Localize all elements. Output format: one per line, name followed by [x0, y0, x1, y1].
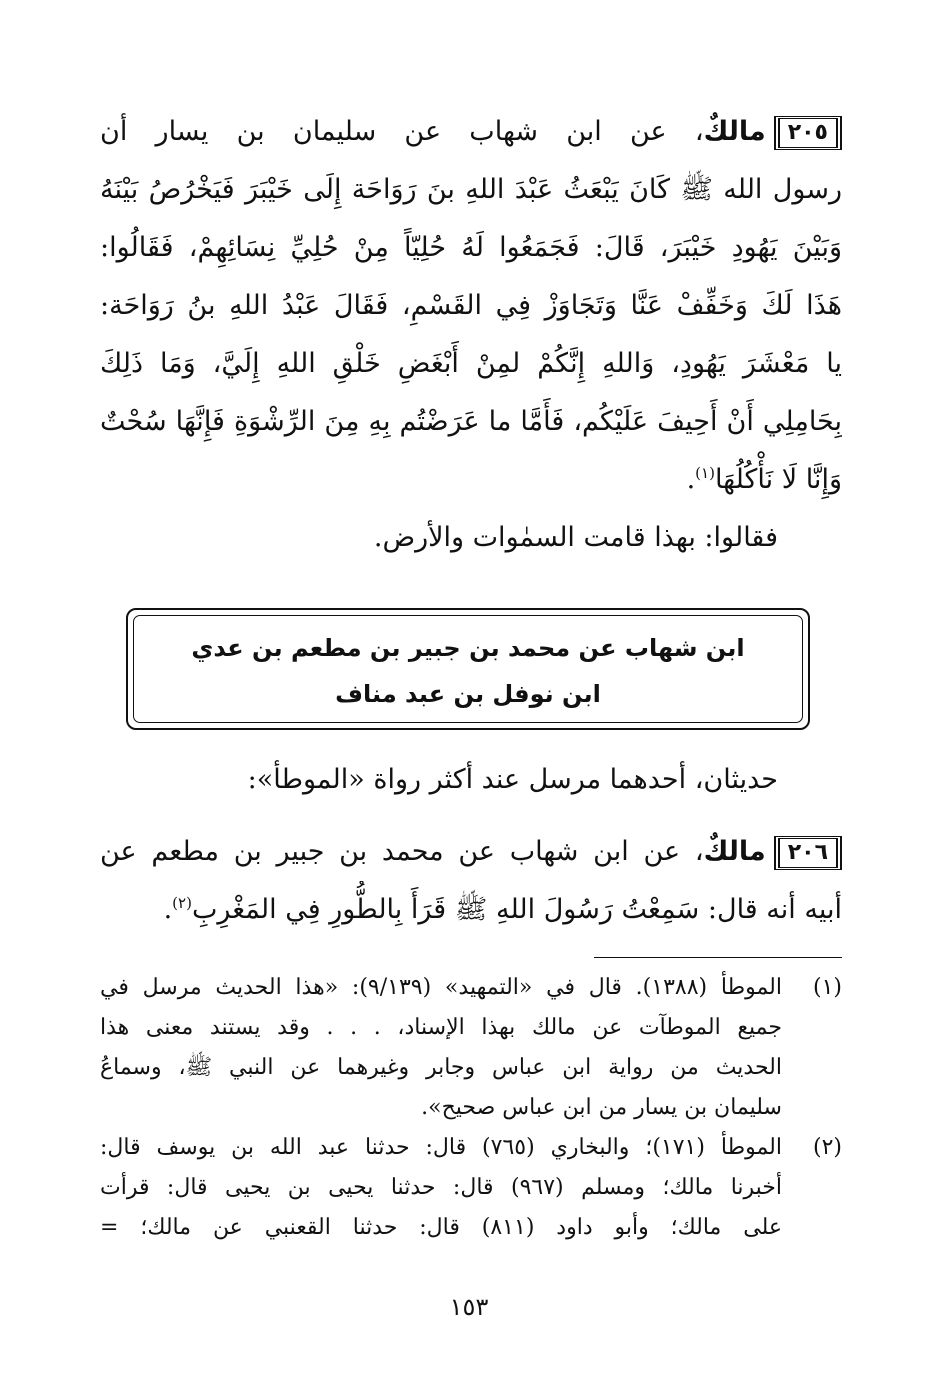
narrator-malik: مالكٌ	[703, 116, 766, 147]
period: .	[163, 894, 173, 925]
chapter-heading-box	[126, 608, 810, 730]
hadith-205-line-2: رسول الله ﷺ كَانَ يَبْعَثُ عَبْدَ اللهِ بنَ رَوَاحَة إِلَى خَيْبَرَ فَيَخْرُصُ بَيْنَهُ	[100, 174, 842, 205]
hadith-number-badge: ٢٠٥	[774, 116, 842, 150]
page-number: ١٥٣	[449, 1293, 489, 1321]
hadith-text: ، عن ابن شهاب عن سليمان بن يسار أن	[100, 116, 704, 147]
footnote-separator	[594, 957, 842, 958]
hadith-number-badge: ٢٠٦	[774, 836, 842, 870]
footnote-number: (٢)	[812, 1135, 842, 1160]
footnote-1	[100, 968, 842, 1128]
chapter-heading-line-1: ابن شهاب عن محمد بن جبير بن مطعم بن عدي	[191, 634, 745, 662]
footnotes	[100, 968, 842, 1248]
footnote-ref-1[interactable]: (١)	[695, 464, 715, 482]
hadith-text: أبيه أنه قال: سَمِعْتُ رَسُولَ اللهِ ﷺ قَرَأَ بِالطُّورِ فِي المَغْرِبِ	[191, 894, 842, 925]
period: .	[686, 464, 696, 495]
hadith-205-line-1	[100, 103, 842, 161]
remark-text: فقالوا: بهذا قامت السمٰوات والأرض.	[373, 522, 778, 553]
hadith-text: وَإِنَّا لَا نَأْكُلُهَا	[714, 464, 842, 495]
footnote-number: (١)	[812, 975, 842, 1000]
hadith-206	[100, 823, 842, 939]
hadith-206-line-1	[100, 823, 842, 881]
hadith-205-line-5: يا مَعْشَرَ يَهُودِ، وَاللهِ إِنَّكُمْ لمِنْ أَبْغَضِ خَلْقِ اللهِ إِلَيَّ، وَمَا ذَلِكَ	[100, 348, 842, 379]
footnote-line: الموطأ (١٣٨٨). قال في «التمهيد» (٩/١٣٩): «هذا الحديث مرسل في	[100, 975, 782, 1000]
footnote-line: جميع الموطآت عن مالك بهذا الإسناد، . . . وقد يستند معنى هذا	[100, 1015, 782, 1040]
hadith-206-line-2	[100, 881, 842, 939]
hadith-205-line-3: وَبَيْنَ يَهُودِ خَيْبَرَ، قَالَ: فَجَمَعُوا لَهُ حُلِيّاً مِنْ حُلِيِّ نِسَائِهِمْ، فَقَالُوا:	[100, 232, 842, 263]
footnote-line: الحديث من رواية ابن عباس وجابر وغيرهما عن النبي ﷺ، وسماعُ	[100, 1055, 782, 1080]
footnote-ref-2[interactable]: (٢)	[172, 894, 192, 912]
footnote-2	[100, 1128, 842, 1248]
footnote-line: على مالك؛ وأبو داود (٨١١) قال: حدثنا القعنبي عن مالك؛ =	[100, 1215, 782, 1240]
footnote-line: الموطأ (١٧١)؛ والبخاري (٧٦٥) قال: حدثنا عبد الله بن يوسف قال:	[100, 1135, 782, 1160]
footnote-line: أخبرنا مالك؛ ومسلم (٩٦٧) قال: حدثنا يحيى بن يحيى قال: قرأت	[100, 1175, 782, 1200]
footnote-line: سليمان بن يسار من ابن عباس صحيح».	[421, 1095, 782, 1120]
hadith-205-line-7	[100, 451, 842, 509]
hadith-text: ، عن ابن شهاب عن محمد بن جبير بن مطعم عن	[100, 836, 704, 867]
intro-text: حديثان، أحدهما مرسل عند أكثر رواة «الموطأ»:	[247, 764, 778, 795]
hadith-205-line-4: هَذَا لَكَ وَخَفِّفْ عَنَّا وَتَجَاوَزْ فِي القَسْمِ، فَقَالَ عَبْدُ اللهِ بنُ رَوَاحَة:	[100, 290, 842, 321]
chapter-heading-line-2: ابن نوفل بن عبد مناف	[335, 680, 601, 708]
narrator-malik: مالكٌ	[703, 836, 766, 867]
hadith-205	[100, 103, 842, 509]
hadith-205-line-6: بِحَامِلِي أَنْ أَحِيفَ عَلَيْكُم، فَأَمَّا ما عَرَضْتُم بِهِ مِنَ الرِّشْوَةِ فَإِنَّهَا سُحْتٌ	[100, 406, 842, 437]
